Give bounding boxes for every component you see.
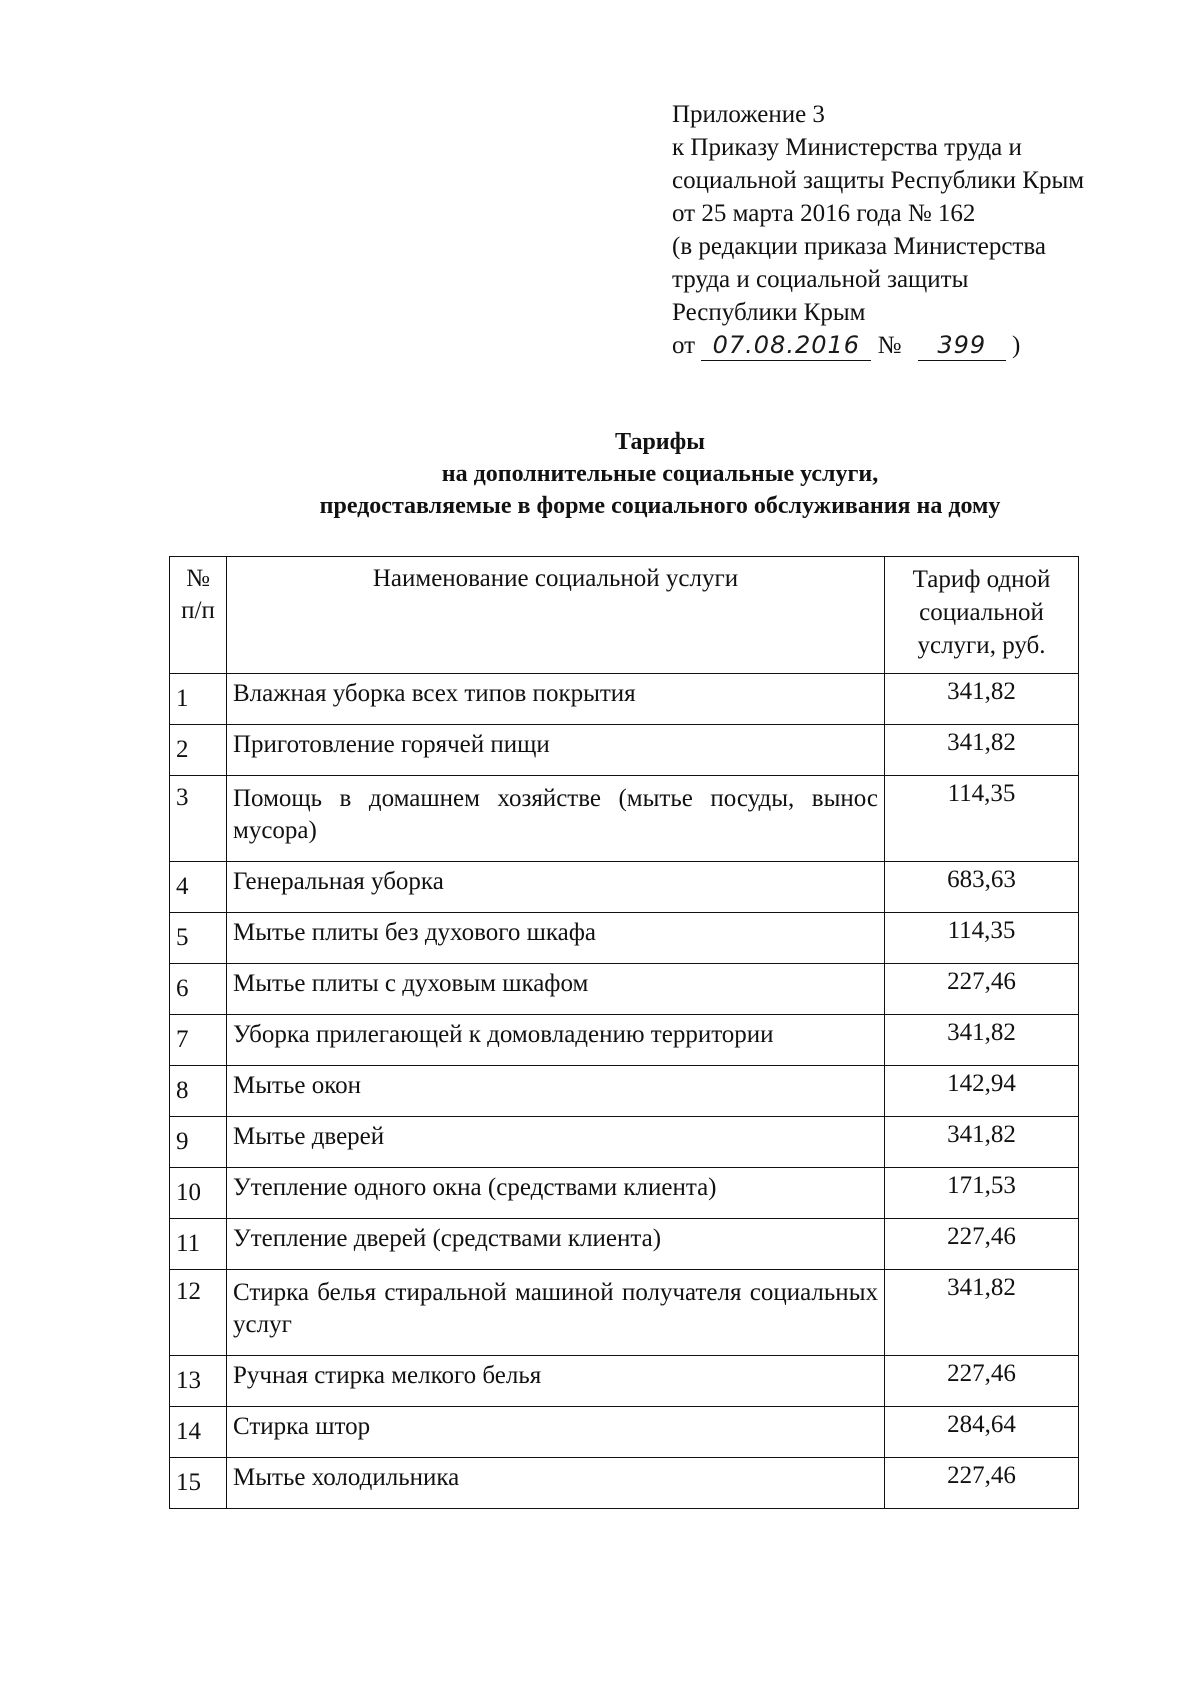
- date-blank: [701, 332, 871, 361]
- row-number: 6: [170, 964, 227, 1015]
- title-subheading: предоставляемые в форме социального обслуживания на дому: [319, 493, 1001, 519]
- table-row: [170, 1117, 1079, 1168]
- row-number: 7: [170, 1015, 227, 1066]
- service-name: Мытье окон: [227, 1066, 885, 1117]
- handwritten-number: 399: [937, 331, 987, 359]
- service-name: Приготовление горячей пищи: [227, 725, 885, 776]
- row-number: 12: [170, 1270, 227, 1356]
- tariff-value: 227,46: [885, 1219, 1079, 1270]
- annex-line: (в редакции приказа Министерства: [672, 233, 1046, 260]
- number-sign: №: [877, 332, 902, 359]
- tariff-value: 341,82: [885, 1117, 1079, 1168]
- row-number: 1: [170, 674, 227, 725]
- table-row: [170, 913, 1079, 964]
- tariff-value: 142,94: [885, 1066, 1079, 1117]
- number-blank: [918, 332, 1006, 361]
- table-row: [170, 1407, 1079, 1458]
- table-row: [170, 1168, 1079, 1219]
- header-service-name: Наименование социальной услуги: [227, 557, 885, 674]
- annex-line: социальной защиты Республики Крым: [672, 167, 1085, 194]
- annex-line: от 25 марта 2016 года № 162: [672, 200, 976, 227]
- header-number: № п/п: [170, 557, 227, 674]
- tariff-value: 227,46: [885, 1458, 1079, 1509]
- closing-paren: ): [1011, 332, 1021, 359]
- tariff-value: 341,82: [885, 674, 1079, 725]
- annex-line: к Приказу Министерства труда и: [672, 134, 1022, 161]
- service-name: Ручная стирка мелкого белья: [227, 1356, 885, 1407]
- document-title: [150, 426, 1170, 522]
- title-heading: Тарифы: [615, 429, 705, 455]
- service-name: Стирка белья стиральной машиной получателя социальных услуг: [227, 1270, 885, 1356]
- service-name: Мытье плиты без духового шкафа: [227, 913, 885, 964]
- table-header-row: [170, 557, 1079, 674]
- annex-block: [672, 98, 1172, 362]
- tariff-value: 114,35: [885, 913, 1079, 964]
- service-name: Утепление дверей (средствами клиента): [227, 1219, 885, 1270]
- row-number: 3: [170, 776, 227, 862]
- row-number: 15: [170, 1458, 227, 1509]
- table-row: [170, 1219, 1079, 1270]
- row-number: 13: [170, 1356, 227, 1407]
- tariff-value: 227,46: [885, 964, 1079, 1015]
- service-name: Стирка штор: [227, 1407, 885, 1458]
- table-row: [170, 862, 1079, 913]
- service-name: Мытье холодильника: [227, 1458, 885, 1509]
- tariffs-table: [169, 556, 1079, 1509]
- row-number: 4: [170, 862, 227, 913]
- table-row: [170, 674, 1079, 725]
- tariff-value: 683,63: [885, 862, 1079, 913]
- service-name: Помощь в домашнем хозяйстве (мытье посуды, вынос мусора): [227, 776, 885, 862]
- from-prefix: от: [672, 332, 696, 359]
- row-number: 5: [170, 913, 227, 964]
- tariff-value: 341,82: [885, 725, 1079, 776]
- table-row: [170, 776, 1079, 862]
- handwritten-date: 07.08.2016: [712, 331, 861, 359]
- annex-title: Приложение 3: [672, 101, 825, 128]
- table-row: [170, 1458, 1079, 1509]
- header-tariff: Тариф одной социальной услуги, руб.: [885, 557, 1079, 674]
- row-number: 11: [170, 1219, 227, 1270]
- service-name: Уборка прилегающей к домовладению территории: [227, 1015, 885, 1066]
- table-row: [170, 964, 1079, 1015]
- service-name: Мытье плиты с духовым шкафом: [227, 964, 885, 1015]
- table-row: [170, 1015, 1079, 1066]
- tariff-value: 341,82: [885, 1015, 1079, 1066]
- table-row: [170, 1356, 1079, 1407]
- tariff-value: 227,46: [885, 1356, 1079, 1407]
- annex-line: Республики Крым: [672, 299, 866, 326]
- tariff-value: 341,82: [885, 1270, 1079, 1356]
- amendment-date-line: [672, 329, 1172, 362]
- table-row: [170, 1270, 1079, 1356]
- title-subheading: на дополнительные социальные услуги,: [441, 461, 879, 487]
- row-number: 10: [170, 1168, 227, 1219]
- service-name: Утепление одного окна (средствами клиента): [227, 1168, 885, 1219]
- service-name: Мытье дверей: [227, 1117, 885, 1168]
- service-name: Влажная уборка всех типов покрытия: [227, 674, 885, 725]
- service-name: Генеральная уборка: [227, 862, 885, 913]
- row-number: 9: [170, 1117, 227, 1168]
- annex-line: труда и социальной защиты: [672, 266, 969, 293]
- table-row: [170, 1066, 1079, 1117]
- tariff-value: 171,53: [885, 1168, 1079, 1219]
- row-number: 8: [170, 1066, 227, 1117]
- tariff-value: 284,64: [885, 1407, 1079, 1458]
- tariff-value: 114,35: [885, 776, 1079, 862]
- row-number: 14: [170, 1407, 227, 1458]
- table-row: [170, 725, 1079, 776]
- row-number: 2: [170, 725, 227, 776]
